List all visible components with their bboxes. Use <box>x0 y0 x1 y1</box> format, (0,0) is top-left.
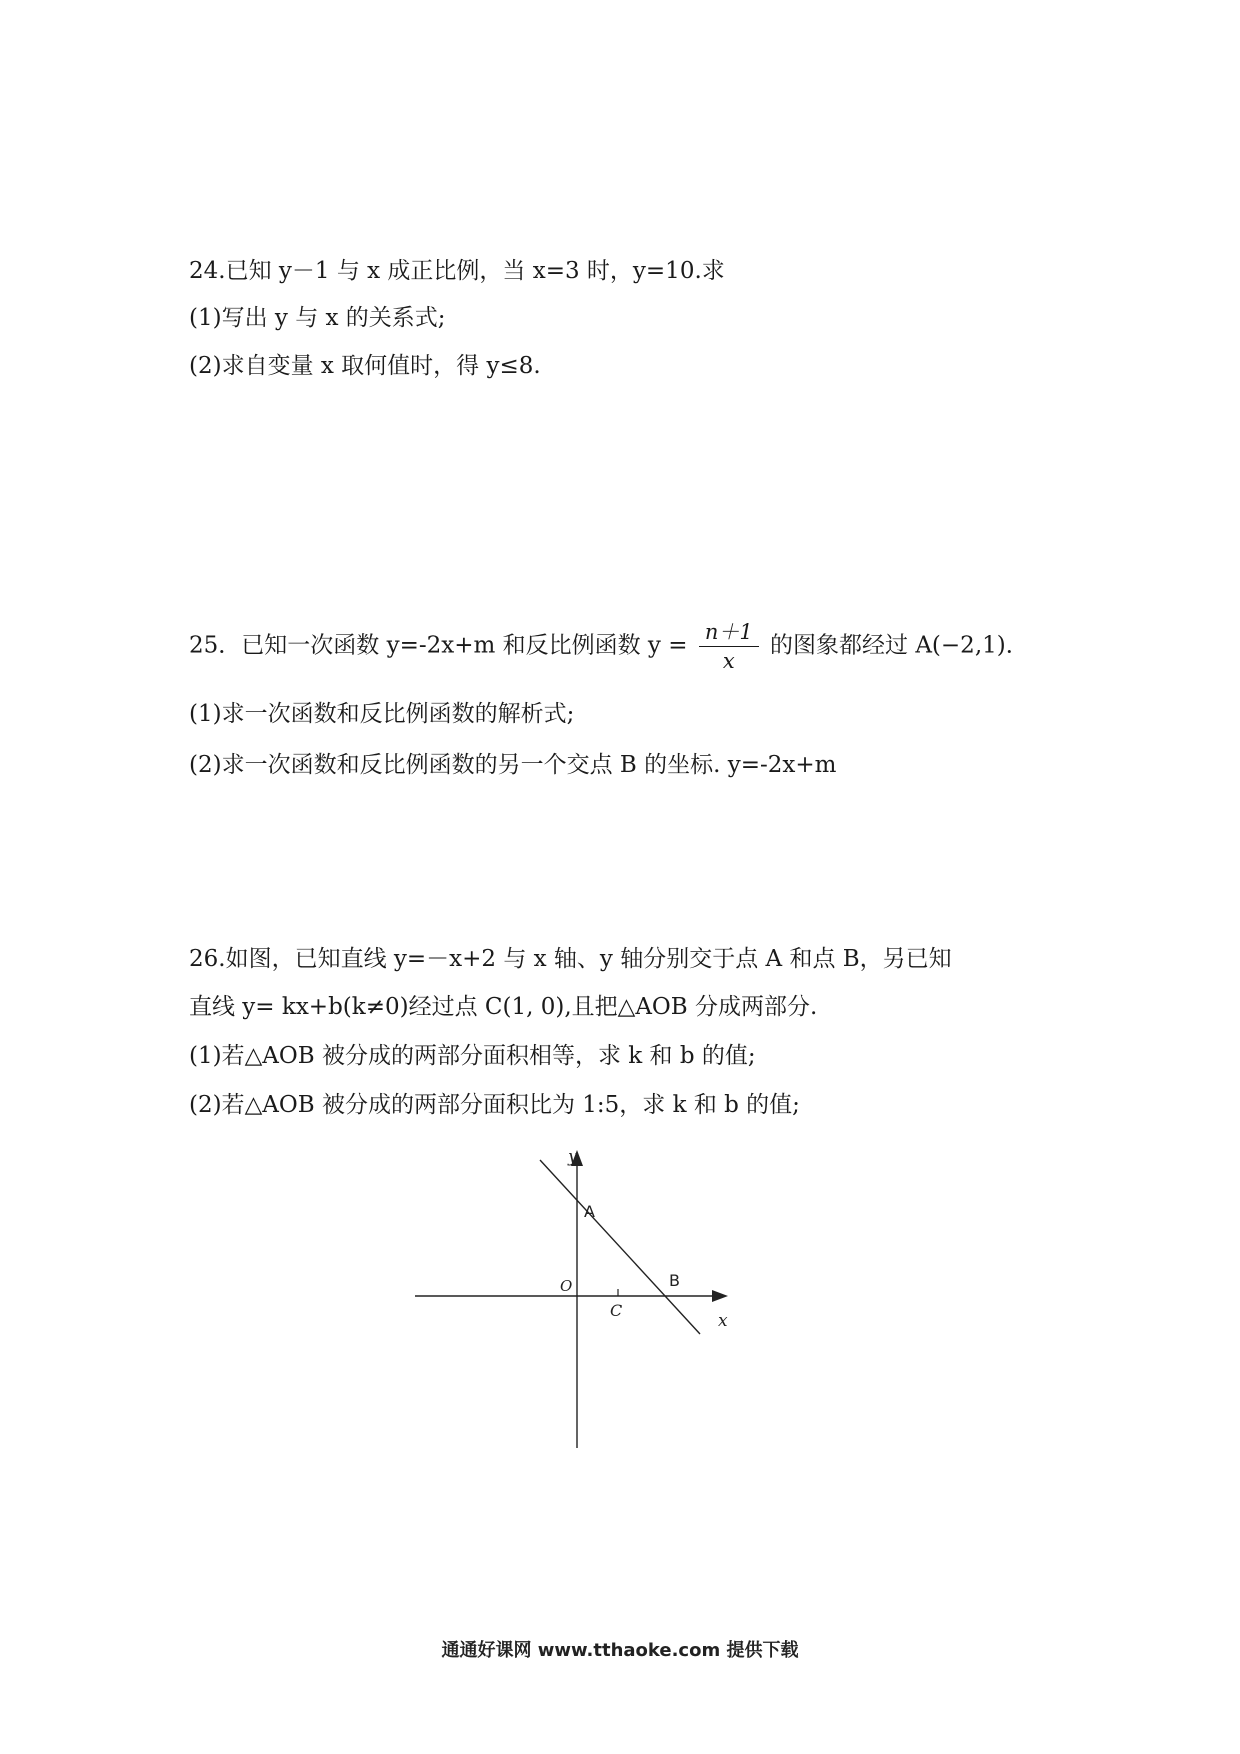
label-o: O <box>560 1277 573 1295</box>
q26-line1: 26.如图，已知直线 y=－x+2 与 x 轴、y 轴分别交于点 A 和点 B，另已知 <box>189 946 952 972</box>
label-c: C <box>610 1301 623 1320</box>
label-b: B <box>669 1271 680 1290</box>
q25-part2: (2)求一次函数和反比例函数的另一个交点 B 的坐标. y=-2x+m <box>189 752 837 778</box>
label-y: y <box>568 1147 578 1167</box>
q25-part1: (1)求一次函数和反比例函数的解析式; <box>189 701 575 727</box>
footer-credit: 通通好课网 www.tthaoke.com 提供下载 <box>441 1640 799 1661</box>
q25-stem-before: 25．已知一次函数 y=-2x+m 和反比例函数 y = <box>189 632 688 659</box>
q24-stem: 24.已知 y－1 与 x 成正比例，当 x=3 时，y=10.求 <box>189 258 725 284</box>
q26-line2: 直线 y= kx+b(k≠0)经过点 C(1, 0),且把△AOB 分成两部分. <box>189 994 818 1020</box>
label-x: x <box>718 1311 728 1331</box>
q25-fraction <box>699 618 759 675</box>
q26-part2: (2)若△AOB 被分成的两部分面积比为 1:5，求 k 和 b 的值; <box>189 1092 800 1118</box>
q24-part2: (2)求自变量 x 取何值时，得 y≤8. <box>189 353 541 379</box>
q25-fraction-numerator: n＋1 <box>699 618 759 647</box>
q25-stem <box>189 618 1029 675</box>
x-axis-arrow <box>712 1290 728 1302</box>
q26-part1: (1)若△AOB 被分成的两部分面积相等，求 k 和 b 的值; <box>189 1043 756 1069</box>
q25-stem-after: 的图象都经过 A(−2,1)． <box>770 632 1029 659</box>
coordinate-figure <box>410 1140 750 1450</box>
q25-fraction-denominator: x <box>722 649 735 673</box>
label-a: A <box>584 1202 595 1221</box>
q24-part1: (1)写出 y 与 x 的关系式; <box>189 305 446 331</box>
